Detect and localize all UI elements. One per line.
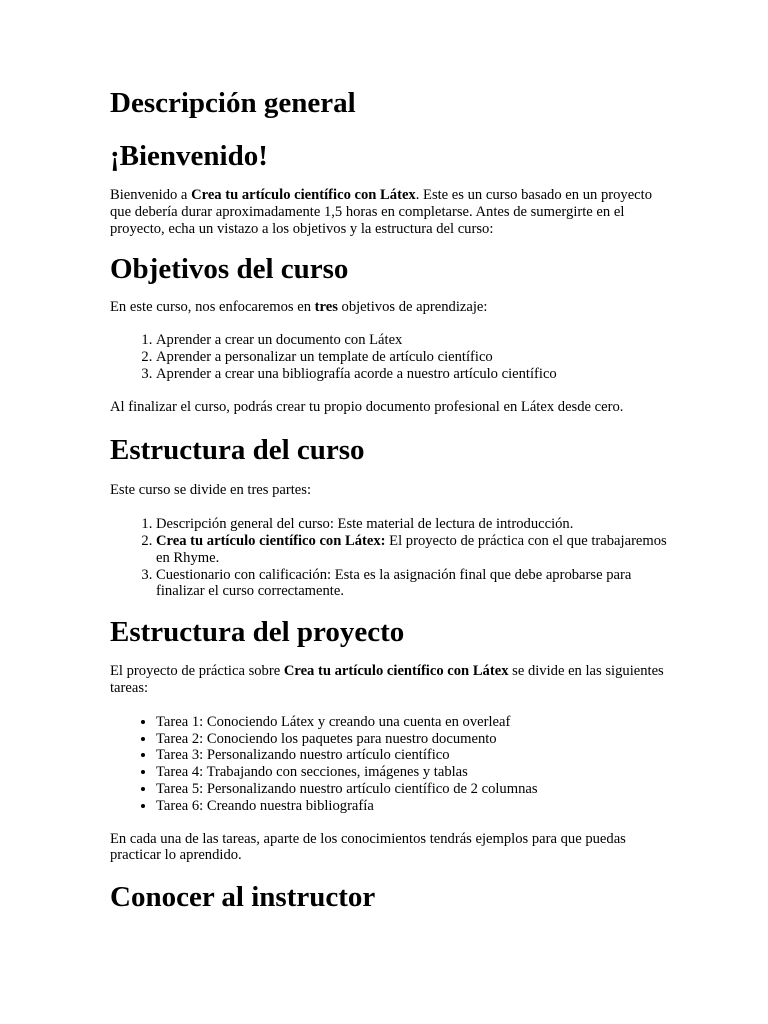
objectives-heading: Objetivos del curso [110, 253, 349, 286]
project-name-bold: Crea tu artículo científico con Látex: [156, 532, 386, 549]
list-item: 1. Aprender a crear un documento con Látex [156, 332, 670, 349]
project-intro-course-name: Crea tu artículo científico con Látex [283, 663, 509, 680]
list-item: 3. Cuestionario con calificación: Esta es la asignación final que debe aprobarse para finalizar el curso correctamente. [156, 567, 670, 601]
list-item: • Tarea 3: Personalizando nuestro artículo científico [156, 747, 670, 764]
project-intro-suffix: se divide en las siguientes tareas: [110, 663, 664, 696]
list-item: • Tarea 2: Conociendo los paquetes para nuestro documento [156, 731, 670, 748]
list-item: 3. Aprender a crear una bibliografía acorde a nuestro artículo científico [156, 366, 670, 383]
objectives-closing: Al finalizar el curso, podrás crear tu propio documento profesional en Látex desde cero. [110, 398, 624, 415]
objectives-list [110, 332, 670, 382]
objectives-intro-prefix: En este curso, nos enfocaremos en [110, 299, 315, 316]
instructor-heading: Conocer al instructor [110, 881, 376, 914]
list-item: • Tarea 1: Conociendo Látex y creando una cuenta en overleaf [156, 714, 670, 731]
tasks-list [110, 714, 670, 815]
course-structure-list [110, 516, 670, 600]
document-page [110, 85, 670, 915]
page-title: Descripción general [110, 87, 356, 119]
list-item: • Tarea 6: Creando nuestra bibliografía [156, 798, 670, 815]
objectives-intro-suffix: objetivos de aprendizaje: [337, 299, 488, 316]
objectives-intro [110, 299, 670, 316]
list-item: • Tarea 5: Personalizando nuestro artículo científico de 2 columnas [156, 781, 670, 798]
objectives-count: tres [314, 299, 338, 316]
course-structure-heading: Estructura del curso [110, 434, 365, 467]
project-description: El proyecto de práctica con el que trabajaremos en Rhyme. [156, 532, 667, 566]
course-structure-intro: Este curso se divide en tres partes: [110, 482, 312, 499]
welcome-intro-suffix: . Este es un curso basado en un proyecto que debería durar aproximadamente 1,5 horas en completarse. Antes de sumergirte en el proyecto, echa un vistazo a los objetivos y la estructura del curso: [110, 187, 653, 237]
list-item: 1. Descripción general del curso: Este material de lectura de introducción. [156, 516, 670, 533]
project-structure-heading: Estructura del proyecto [110, 616, 405, 649]
list-item: • Tarea 4: Trabajando con secciones, imágenes y tablas [156, 764, 670, 781]
list-item: 2. Aprender a personalizar un template de artículo científico [156, 349, 670, 366]
project-structure-intro [110, 663, 670, 697]
welcome-intro-prefix: Bienvenido a [110, 187, 192, 203]
list-item [156, 533, 670, 567]
project-structure-closing: En cada una de las tareas, aparte de los conocimientos tendrás ejemplos para que puedas practicar lo aprendido. [110, 830, 626, 864]
welcome-paragraph [110, 187, 670, 237]
welcome-heading: ¡Bienvenido! [110, 140, 268, 172]
project-intro-prefix: El proyecto de práctica sobre [110, 663, 284, 680]
course-name: Crea tu artículo científico con Látex [191, 187, 416, 203]
